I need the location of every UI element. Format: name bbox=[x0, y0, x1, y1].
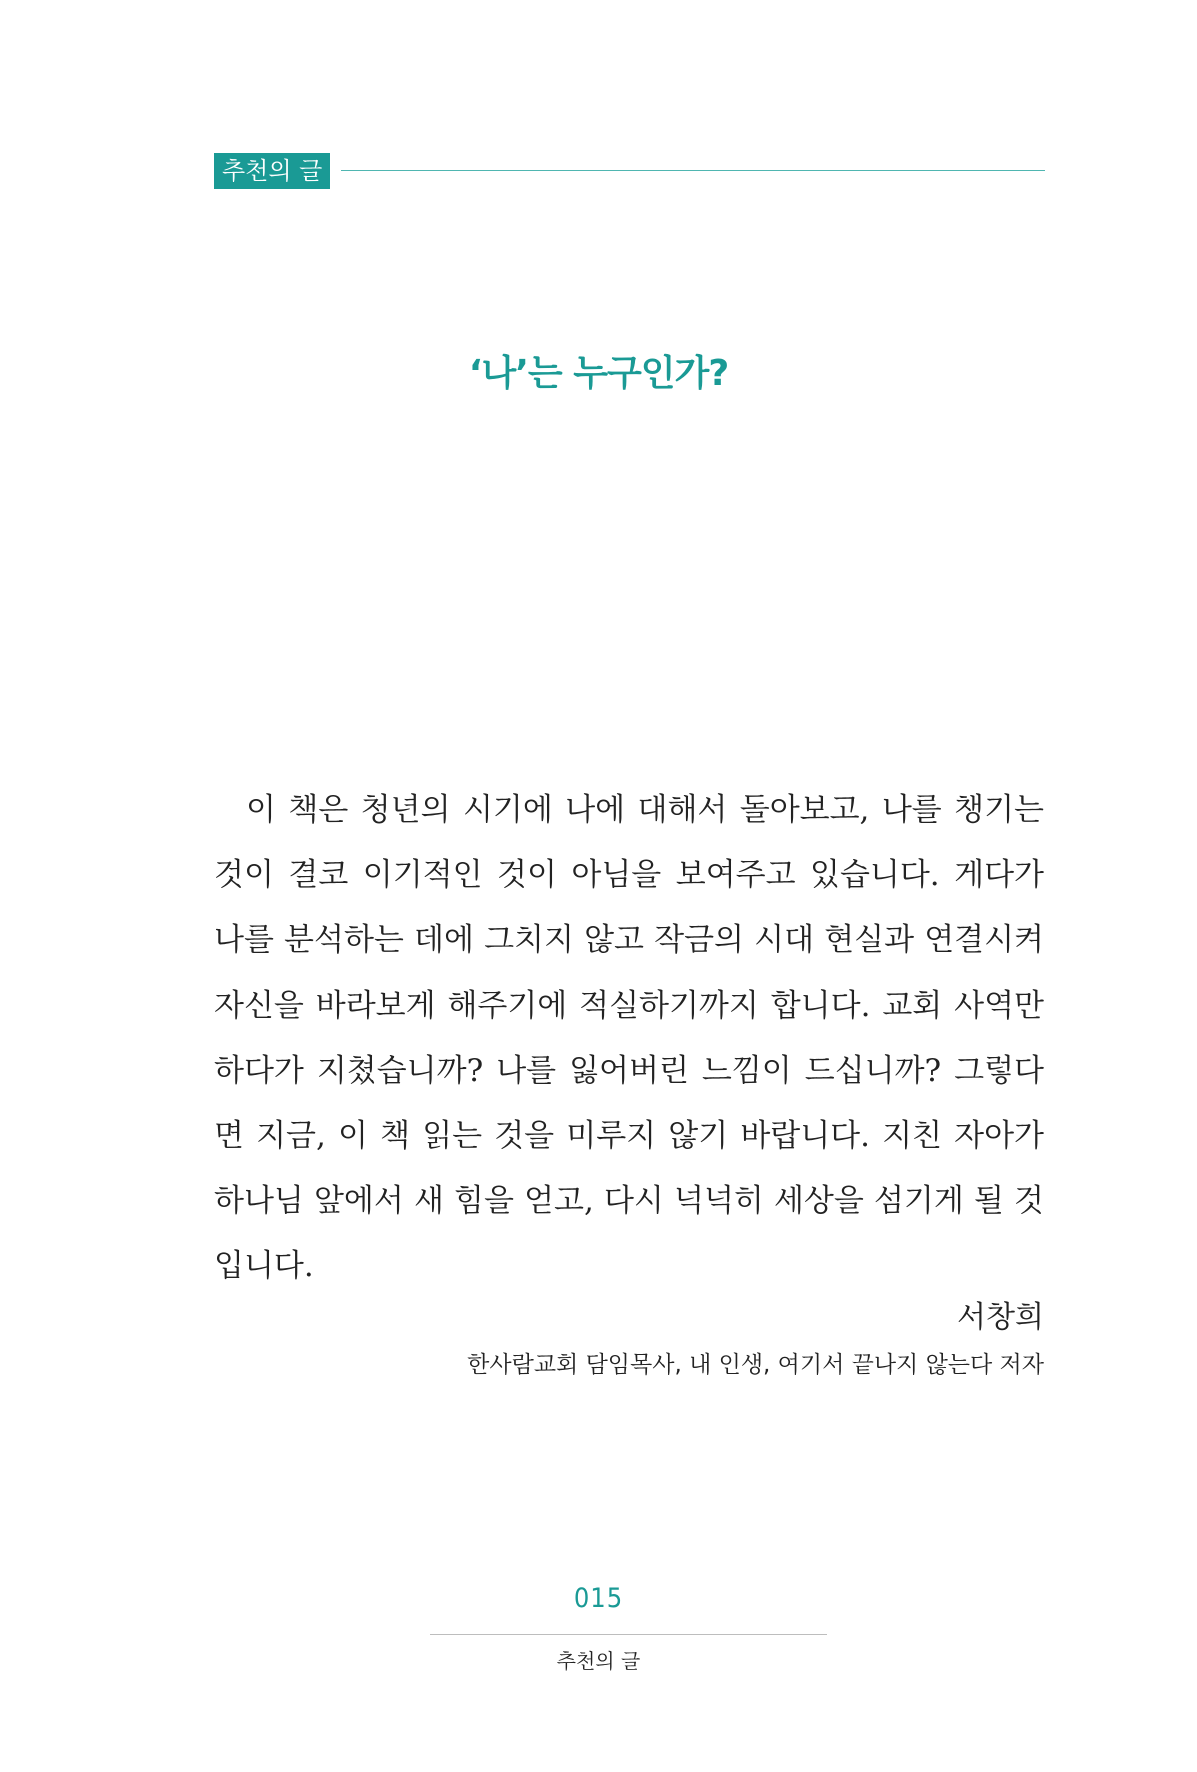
page-number: 015 bbox=[573, 1583, 624, 1614]
footer-divider bbox=[430, 1634, 827, 1635]
author-description: 한사람교회 담임목사, 내 인생, 여기서 끝나지 않는다 저자 bbox=[467, 1352, 1044, 1378]
section-divider bbox=[341, 170, 1045, 171]
body-paragraph: 이 책은 청년의 시기에 나에 대해서 돌아보고, 나를 챙기는 것이 결코 이기적인 것이 아님을 보여주고 있습니다. 게다가 나를 분석하는 데에 그치지 않고 작금의 시대 현실과 연결시켜 자신을 바라보게 해주기에 적실하기까지 합니다. 교회 사역만 하다가 지쳤습니까? 나를 잃어버린 느낌이 드십니까? 그렇다면 지금, 이 책 읽는 것을 미루지 않기 바랍니다. 지친 자아가 하나님 앞에서 새 힘을 얻고, 다시 넉넉히 세상을 섬기게 될 것입니다. bbox=[214, 792, 1044, 1285]
section-label: 추천의 글 bbox=[214, 153, 330, 189]
running-footer: 추천의 글 bbox=[556, 1649, 641, 1673]
author-name: 서창희 bbox=[957, 1300, 1044, 1335]
chapter-title: ‘나’는 누구인가? bbox=[468, 353, 729, 394]
